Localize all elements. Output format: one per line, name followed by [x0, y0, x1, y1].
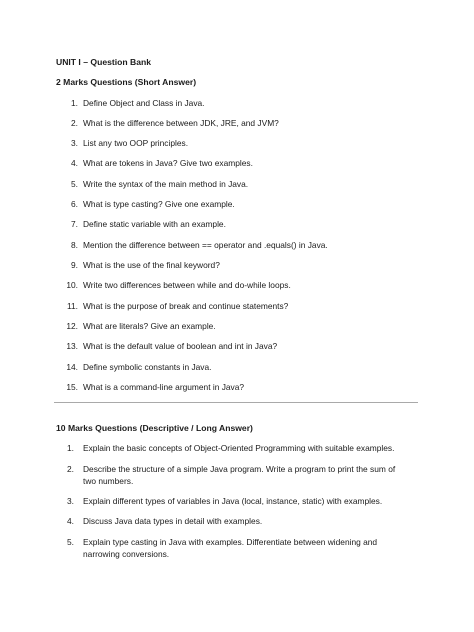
- question-text: What are literals? Give an example.: [83, 321, 216, 331]
- question-number: 13.: [66, 341, 78, 351]
- question-number: 9.: [71, 260, 78, 270]
- question-number: 2.: [71, 118, 78, 128]
- question-text: Explain type casting in Java with examples. Differentiate between widening and narrowing conversions.: [83, 537, 378, 559]
- question-text: Discuss Java data types in detail with examples.: [83, 516, 263, 526]
- question-text: List any two OOP principles.: [83, 138, 189, 148]
- question-number: 6.: [71, 199, 78, 209]
- question-number: 4.: [67, 516, 74, 526]
- question-text: Explain the basic concepts of Object-Oriented Programming with suitable examples.: [83, 443, 395, 453]
- question-text: Define Object and Class in Java.: [83, 98, 205, 108]
- question-text: What are tokens in Java? Give two examples.: [83, 158, 253, 168]
- short-answer-section-heading: 2 Marks Questions (Short Answer): [56, 77, 197, 87]
- question-number: 10.: [66, 280, 78, 290]
- question-text: Describe the structure of a simple Java program. Write a program to print the sum of two numbers.: [83, 464, 396, 486]
- unit-heading: UNIT I – Question Bank: [56, 57, 152, 67]
- question-number: 14.: [66, 362, 78, 372]
- question-text: Write two differences between while and do-while loops.: [83, 280, 291, 290]
- question-number: 12.: [66, 321, 78, 331]
- question-text: Mention the difference between == operator and .equals() in Java.: [83, 240, 328, 250]
- question-number: 5.: [67, 537, 74, 547]
- question-number: 3.: [71, 138, 78, 148]
- question-text: What is a command-line argument in Java?: [83, 382, 245, 392]
- question-number: 2.: [67, 464, 74, 474]
- question-number: 3.: [67, 496, 74, 506]
- question-text: What is type casting? Give one example.: [83, 199, 235, 209]
- question-number: 1.: [71, 98, 78, 108]
- question-text: Define static variable with an example.: [83, 219, 226, 229]
- question-text: What is the default value of boolean and int in Java?: [83, 341, 278, 351]
- question-text: What is the use of the final keyword?: [83, 260, 220, 270]
- question-number: 11.: [66, 301, 78, 311]
- question-text: Define symbolic constants in Java.: [83, 362, 212, 372]
- question-number: 1.: [67, 443, 74, 453]
- question-text: Explain different types of variables in Java (local, instance, static) with examples.: [83, 496, 383, 506]
- question-number: 4.: [71, 158, 78, 168]
- section-divider: [54, 402, 418, 403]
- question-number: 8.: [71, 240, 78, 250]
- question-text: Write the syntax of the main method in Java.: [83, 179, 249, 189]
- question-text: What is the difference between JDK, JRE, and JVM?: [83, 118, 279, 128]
- long-answer-section-heading: 10 Marks Questions (Descriptive / Long Answer): [56, 423, 253, 433]
- question-number: 15.: [66, 382, 78, 392]
- question-text: What is the purpose of break and continue statements?: [83, 301, 289, 311]
- question-number: 5.: [71, 179, 78, 189]
- question-number: 7.: [71, 219, 78, 229]
